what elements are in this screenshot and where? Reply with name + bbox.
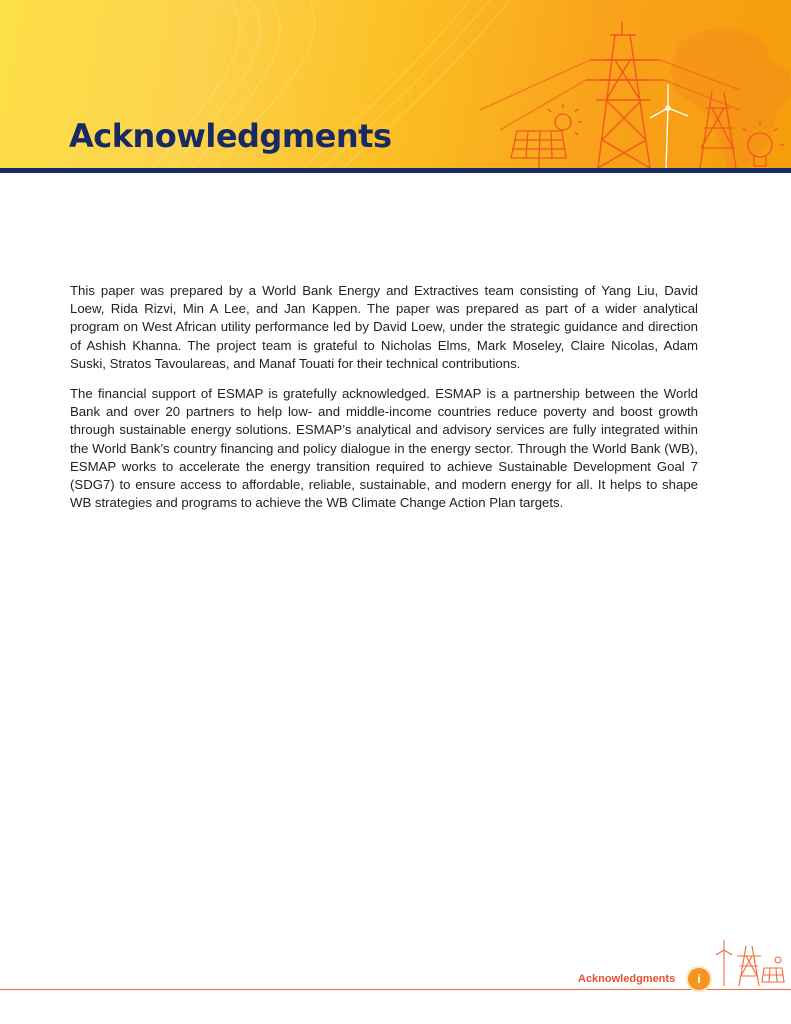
solar-panel-icon (511, 131, 566, 168)
wind-turbine-icon (716, 940, 732, 986)
paragraph-team: This paper was prepared by a World Bank Energy and Extractives team consisting of Yang Liu, David Loew, Rida Rizvi, Min A Lee, and Jan Kappen. The paper was prepared as part of a wider analytical program on West African utility performance led by David Loew, under the strategic guidance and direction of Ashish Khanna. The project team is grateful to Nicholas Elms, Mark Moseley, Claire Nicolas, Adam Suski, Stratos Tavoulareas, and Manaf Touati for their technical contributions. (70, 283, 698, 371)
wind-turbine-icon (650, 84, 688, 168)
transmission-tower-icon (737, 946, 761, 986)
header-divider (0, 168, 791, 173)
paragraph-esmap: The financial support of ESMAP is gratefully acknowledged. ESMAP is a partnership between the World Bank and over 20 partners to help low- and middle-income countries reduce poverty and boost growth through sustainable energy solutions. ESMAP’s analytical and advisory services are fully integrated within the World Bank’s country financing and policy dialogue in the energy sector. Through the World Bank (WB), ESMAP works to accelerate the energy transition required to achieve Sustainable Development Goal 7 (SDG7) to ensure access to affordable, reliable, sustainable, and modern energy for all. It helps to shape WB strategies and programs to achieve the WB Climate Change Action Plan targets. (70, 386, 698, 511)
header-banner (0, 0, 791, 170)
page-number: i (688, 968, 710, 990)
solar-panel-icon (762, 957, 784, 982)
footer-decoration (712, 938, 787, 988)
footer-section-label: Acknowledgments (578, 973, 676, 985)
africa-map-icon (670, 28, 791, 170)
page-title: Acknowledgments (69, 117, 392, 155)
footer-divider (0, 989, 791, 990)
body-text (70, 282, 698, 524)
